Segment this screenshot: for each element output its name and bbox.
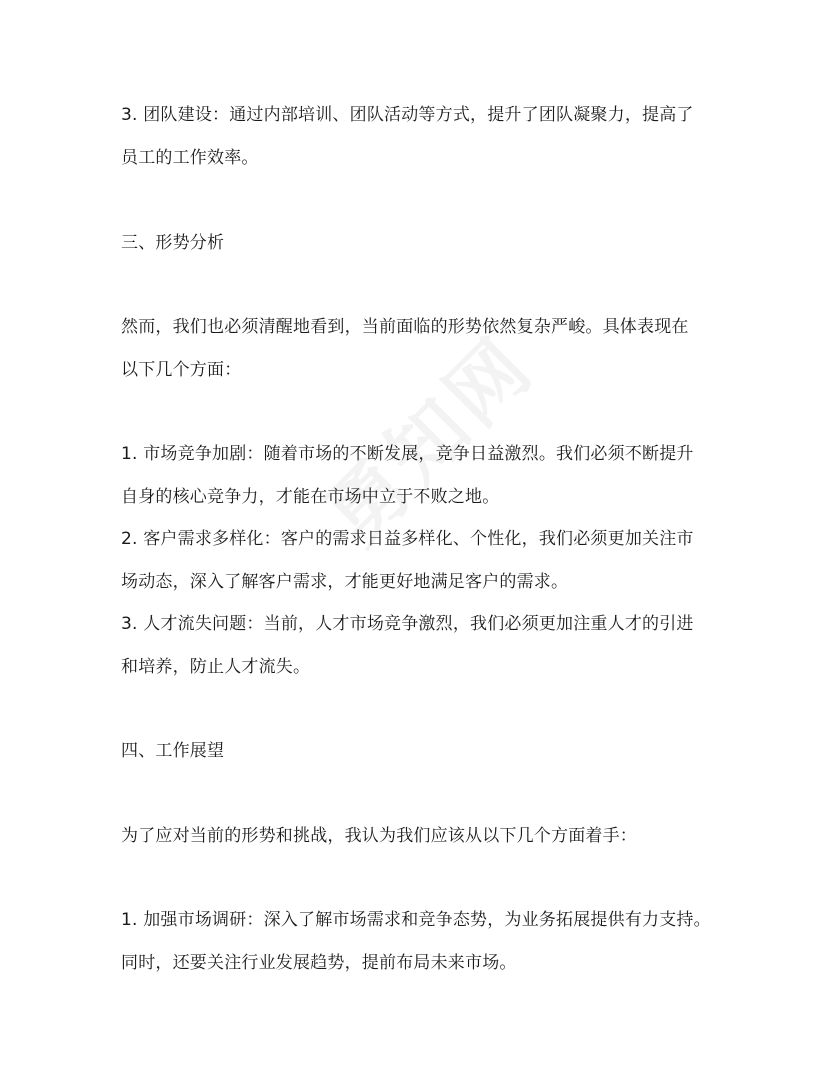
paragraph-line: 然而，我们也必须清醒地看到，当前面临的形势依然复杂严峻。具体表现在 — [121, 317, 689, 337]
list-item-line: 1. 加强市场调研：深入了解市场需求和竞争态势，为业务拓展提供有力支持。 — [121, 910, 711, 930]
paragraph-line: 3. 团队建设：通过内部培训、团队活动等方式，提升了团队凝聚力，提高了 — [121, 105, 694, 125]
list-item-line: 和培养，防止人才流失。 — [121, 657, 311, 677]
list-item-line: 1. 市场竞争加剧：随着市场的不断发展，竞争日益激烈。我们必须不断提升 — [121, 444, 694, 464]
section-heading: 四、工作展望 — [121, 741, 225, 761]
section-heading: 三、形势分析 — [121, 233, 225, 253]
paragraph-line: 员工的工作效率。 — [121, 148, 259, 168]
paragraph-line: 为了应对当前的形势和挑战，我认为我们应该从以下几个方面着手： — [121, 826, 637, 846]
list-item-line: 场动态，深入了解客户需求，才能更好地满足客户的需求。 — [121, 572, 569, 592]
list-item-line: 自身的核心竞争力，才能在市场中立于不败之地。 — [121, 487, 500, 507]
list-item-line: 同时，还要关注行业发展趋势，提前布局未来市场。 — [121, 953, 517, 973]
list-item-line: 2. 客户需求多样化：客户的需求日益多样化、个性化，我们必须更加关注市 — [121, 529, 694, 549]
paragraph-line: 以下几个方面： — [121, 360, 242, 380]
list-item-line: 3. 人才流失问题：当前，人才市场竞争激烈，我们必须更加注重人才的引进 — [121, 614, 694, 634]
